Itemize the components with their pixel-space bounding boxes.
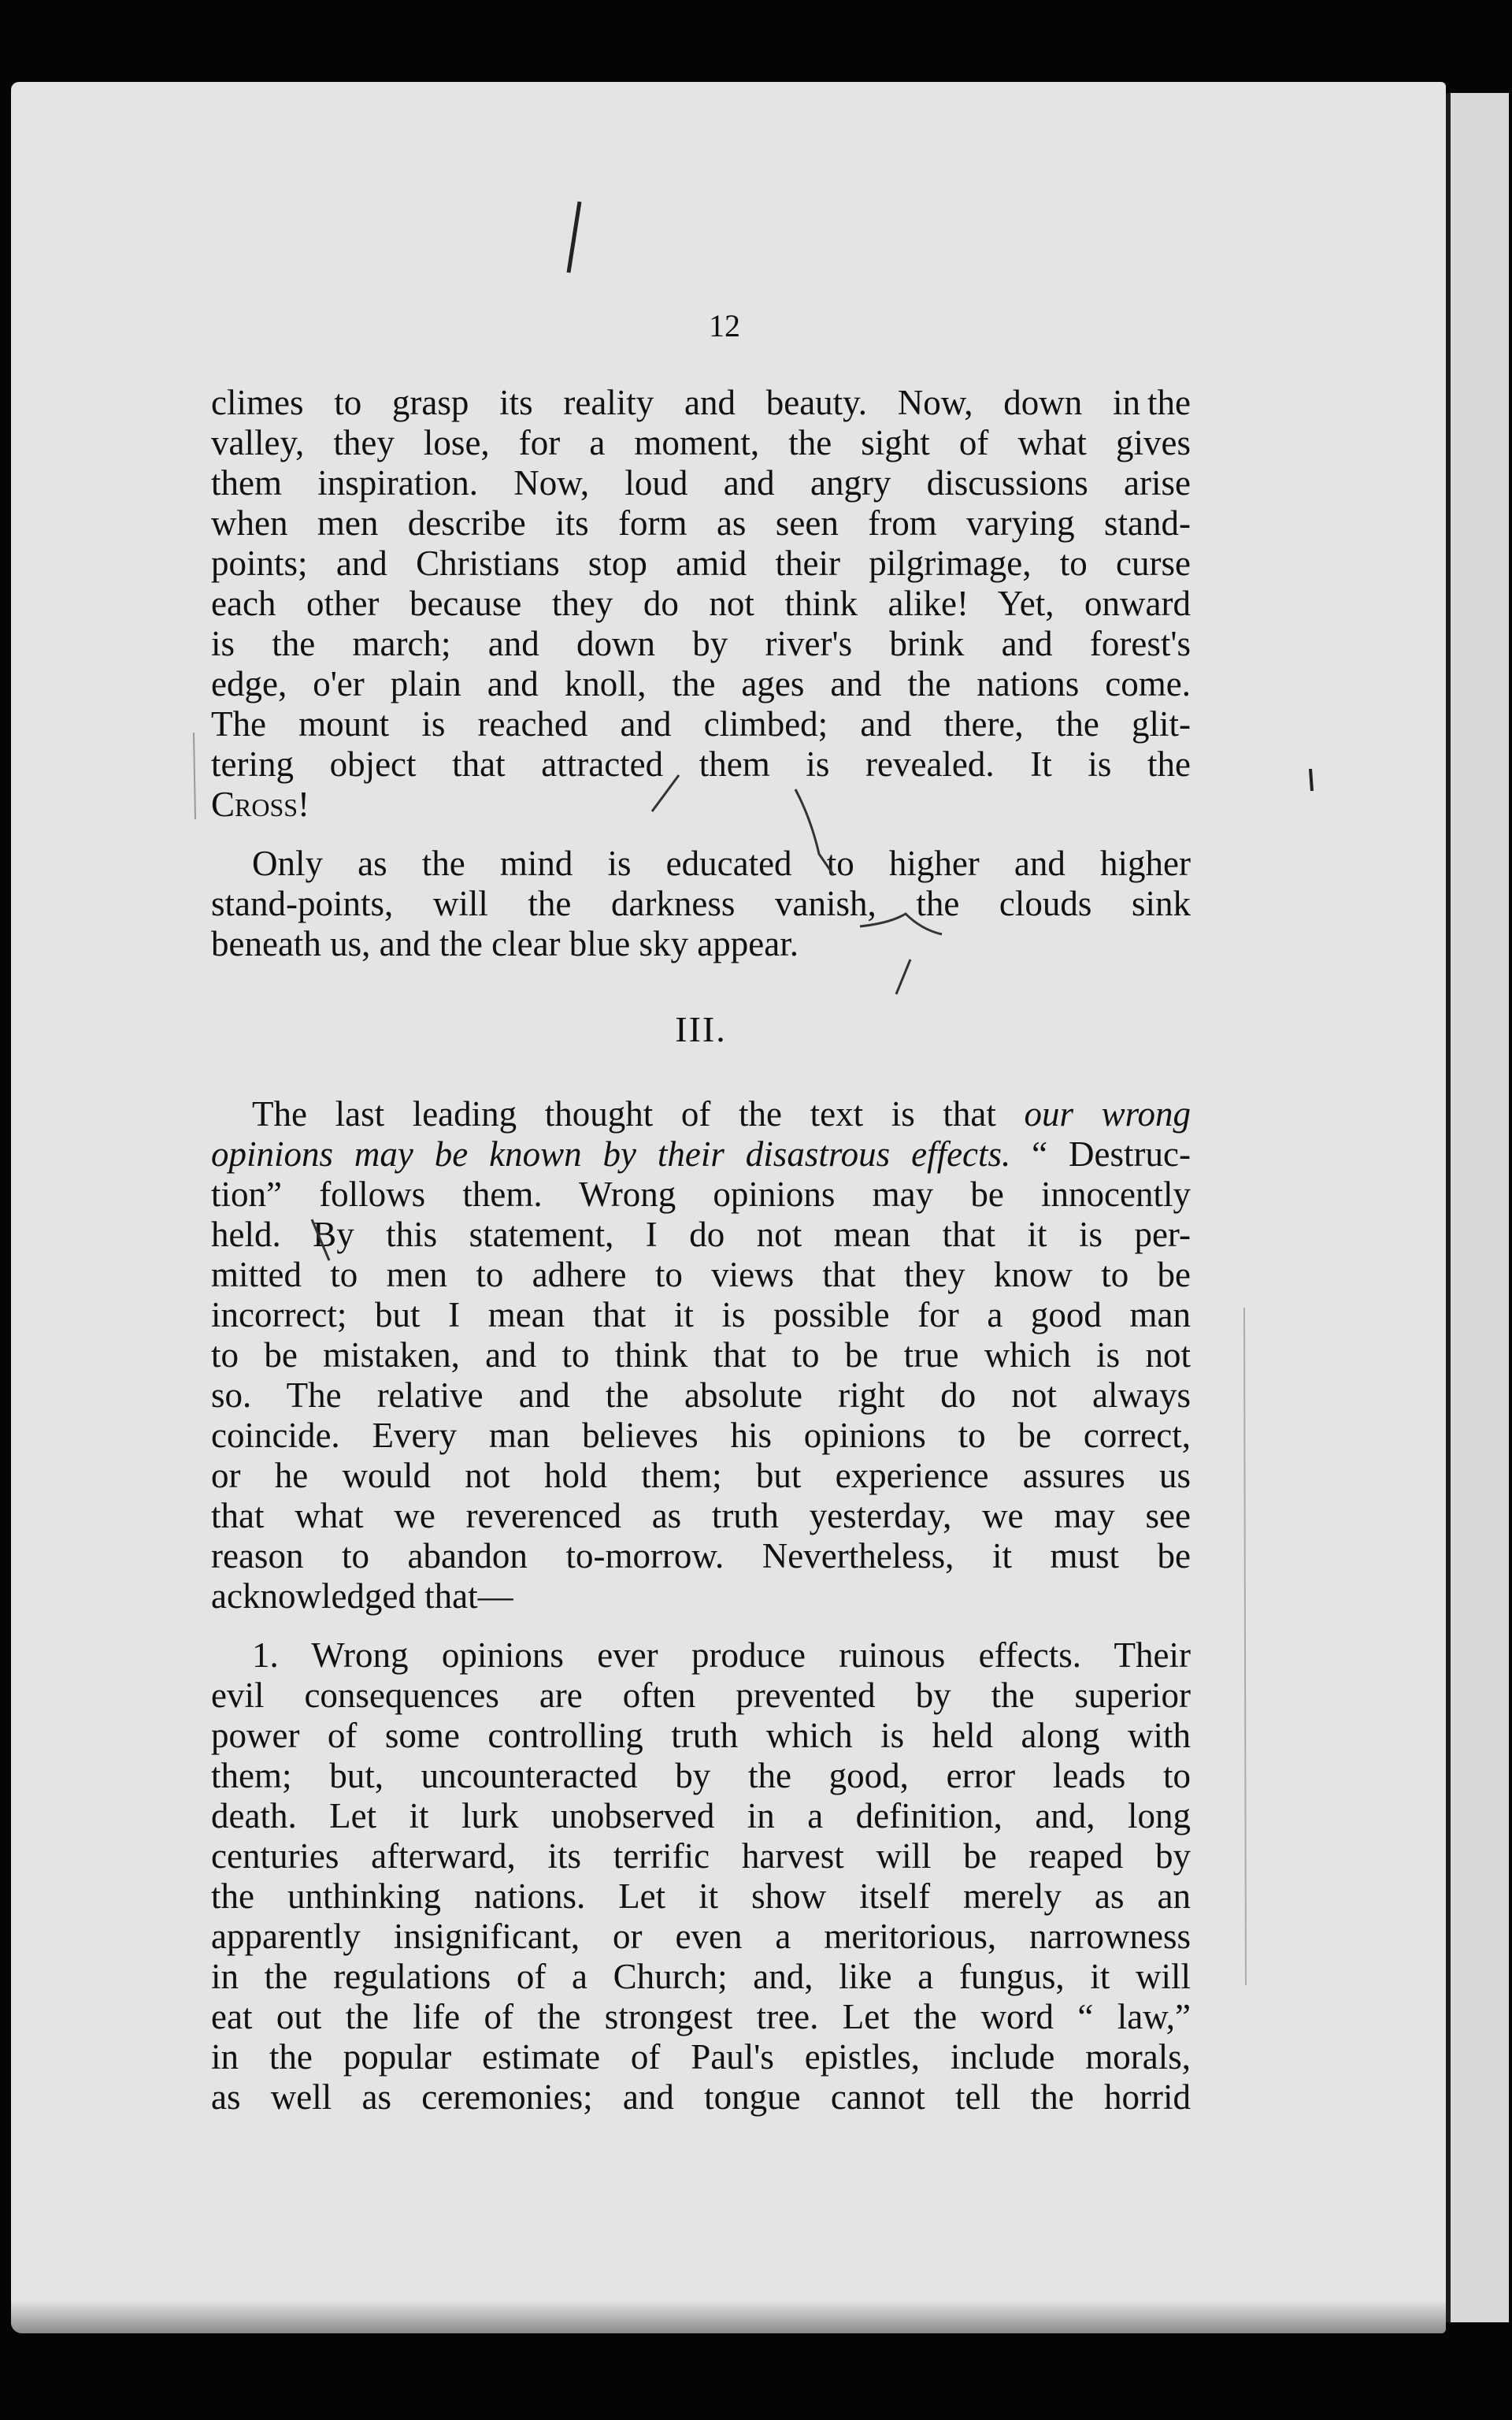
text-line: that what we reverenced as truth yesterday, we may see [211,1496,1191,1535]
text-line: eat out the life of the strongest tree. Let the word “ law,” [211,1997,1191,2036]
text-run: “ Destruc- [1010,1134,1191,1174]
text-line: each other because they do not think alike! Yet, onward [211,584,1191,623]
text-line: the unthinking nations. Let it show itself merely as an [211,1876,1191,1916]
text-line: them; but, uncounteracted by the good, error leads to [211,1756,1191,1795]
text-line: evil consequences are often prevented by the superior [211,1676,1191,1715]
text-line: in the regulations of a Church; and, like a fungus, it will [211,1957,1191,1996]
emphasis-text: opinions may be known by their disastrous effects. [211,1134,1011,1174]
section-heading: III. [675,1009,727,1049]
text-line: to be mistaken, and to think that to be true which is not [211,1335,1191,1375]
pencil-stroke [312,1219,329,1260]
text-line: apparently insignificant, or even a meritorious, narrowness [211,1917,1191,1956]
text-line: in the popular estimate of Paul's epistles, include morals, [211,2037,1191,2077]
pencil-stroke [795,789,833,874]
text-line: edge, o'er plain and knoll, the ages and the nations come. [211,664,1191,703]
emphasis-text: our wrong [1024,1094,1191,1134]
text-line: The mount is reached and climbed; and there, the glit- [211,704,1191,744]
pencil-stroke [896,959,910,994]
text-line: Only as the mind is educated to higher and higher [252,844,1191,883]
text-line: acknowledged that— [211,1576,513,1616]
text-line: or he would not hold them; but experience assures us [211,1456,1191,1495]
text-line: tering object that attracted them is revealed. It is the [211,744,1191,784]
text-line: when men describe its form as seen from varying stand- [211,503,1191,543]
text-line: mitted to men to adhere to views that they know to be [211,1255,1191,1294]
text-line: is the march; and down by river's brink and forest's [211,624,1191,663]
text-line: climes to grasp its reality and beauty. Now, down in the [211,383,1191,422]
text-line: them inspiration. Now, loud and angry discussions arise [211,463,1191,503]
text-line: death. Let it lurk unobserved in a definition, and, long [211,1796,1191,1835]
pencil-stroke [569,202,580,273]
text-line: tion” follows them. Wrong opinions may be innocently [211,1175,1191,1214]
text-line: so. The relative and the absolute right do not always [211,1375,1191,1415]
pencil-stroke [860,914,942,934]
text-line: beneath us, and the clear blue sky appear. [211,924,799,963]
text-line: incorrect; but I mean that it is possible for a good man [211,1295,1191,1334]
text-line: points; and Christians stop amid their pilgrimage, to curse [211,544,1191,583]
pencil-stroke [1244,1308,1246,1985]
page-number: 12 [709,308,740,343]
text-line: valley, they lose, for a moment, the sight of what gives [211,423,1191,462]
text-line: coincide. Every man believes his opinions to be correct, [211,1416,1191,1455]
text-run: The last leading thought of the text is that [252,1094,1025,1134]
text-line: power of some controlling truth which is held along with [211,1716,1191,1755]
text-line: as well as ceremonies; and tongue cannot tell the horrid [211,2077,1191,2117]
text-line: stand-points, will the darkness vanish, the clouds sink [211,884,1191,923]
text-line: 1. Wrong opinions ever produce ruinous effects. Their [252,1635,1191,1675]
text-line: centuries afterward, its terrific harvest will be reaped by [211,1836,1191,1876]
text-line: reason to abandon to-morrow. Nevertheless, it must be [211,1536,1191,1576]
text-line: Cross! [211,785,310,824]
pencil-stroke [652,775,679,811]
pencil-stroke [1310,769,1312,791]
text-line: held. By this statement, I do not mean that it is per- [211,1215,1191,1254]
pencil-stroke [194,733,195,819]
